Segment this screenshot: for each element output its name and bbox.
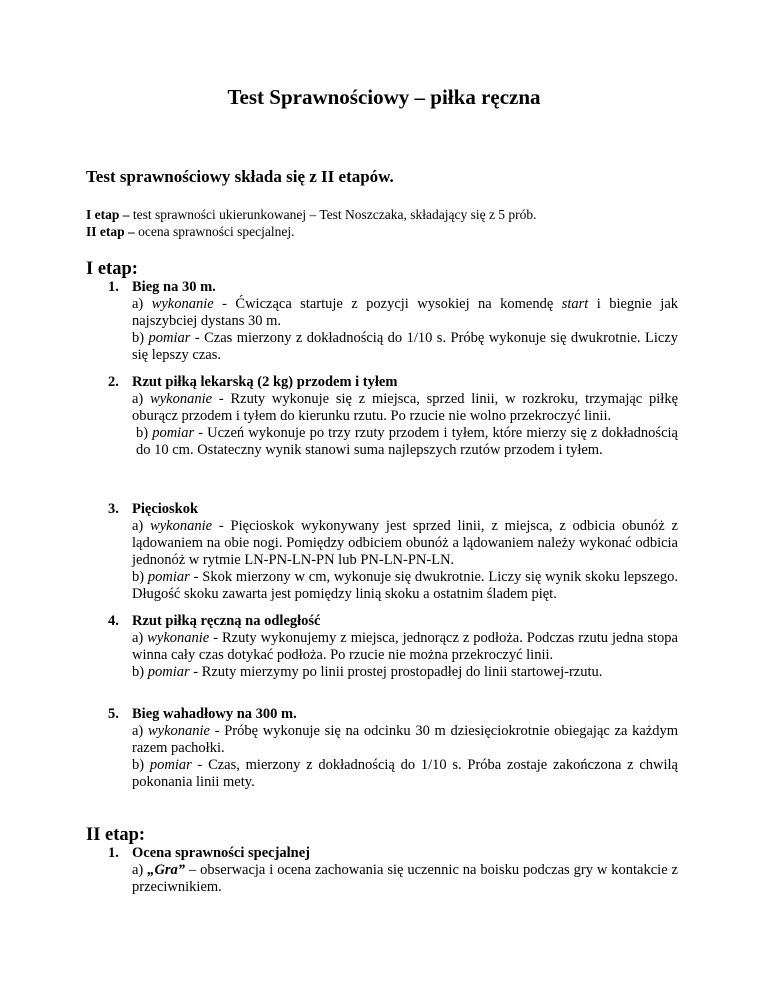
item-body (132, 518, 678, 603)
item-title: Rzut piłką lekarską (2 kg) przodem i tyłem (132, 374, 398, 390)
stage2-heading: II etap: (86, 825, 146, 845)
item-text: - Ćwicząca startuje z pozycji wysokiej na komendę (213, 296, 562, 312)
list-item (108, 279, 678, 364)
intro-label: II etap – (86, 224, 135, 239)
item-term: wykonanie (150, 518, 213, 534)
stage1-heading: I etap: (86, 259, 138, 279)
item-term: pomiar (147, 664, 190, 680)
item-title: Bieg wahadłowy na 300 m. (132, 706, 297, 722)
item-text: - Próbę wykonuje się na odcinku 30 m dziesięciokrotnie obiegając za każdym razem pachołki. (132, 723, 679, 756)
item-label: a) (132, 518, 151, 534)
item-term: „Gra” (147, 862, 186, 878)
item-term: wykonanie (147, 723, 210, 739)
item-measurement (132, 569, 678, 603)
item-body (132, 630, 678, 681)
list-item (108, 706, 678, 791)
item-label: b) (132, 664, 148, 680)
item-title: Ocena sprawności specjalnej (132, 845, 311, 861)
item-term: wykonanie (151, 296, 214, 312)
item-execution (132, 862, 678, 896)
item-measurement (132, 664, 678, 681)
intro (86, 206, 686, 240)
item-text: - Uczeń wykonuje po trzy rzuty przodem i tyłem, które mierzy się z dokładnością do 10 cm. Ostateczny wynik stanowi suma najlepszych rzutów przodem i tyłem. (136, 425, 678, 458)
item-body (132, 862, 678, 896)
item-body (132, 296, 678, 364)
list-item (108, 501, 678, 603)
intro-label: I etap – (86, 207, 130, 222)
item-text: - Rzuty wykonujemy z miejsca, jednorącz z podłoża. Podczas rzutu jedna stopa winna cały czas dotykać podłoża. Po rzucie nie można przekroczyć linii. (132, 630, 678, 663)
item-number: 2. (108, 374, 119, 390)
item-execution (132, 630, 678, 664)
item-measurement (132, 757, 678, 791)
item-measurement (132, 425, 678, 459)
item-title: Bieg na 30 m. (132, 279, 216, 295)
item-execution (132, 296, 678, 330)
item-label: b) (136, 425, 153, 441)
item-label: b) (132, 757, 150, 773)
item-number: 5. (108, 706, 119, 722)
item-text: - Rzuty mierzymy po linii prostej prostopadłej do linii startowej-rzutu. (189, 664, 603, 680)
intro-line (86, 223, 686, 240)
item-number: 1. (108, 279, 119, 295)
item-text: - Skok mierzony w cm, wykonuje się dwukrotnie. Liczy się wynik skoku lepszego. Długość skoku zawarta jest pomiędzy linią skoku a ostatnim śladem pięt. (132, 569, 678, 602)
item-number: 3. (108, 501, 119, 517)
item-text: - Czas mierzony z dokładnością do 1/10 s. Próbę wykonuje się dwukrotnie. Liczy się lepszy czas. (132, 330, 678, 363)
item-term: pomiar (148, 330, 191, 346)
item-title: Pięcioskok (132, 501, 199, 517)
item-label: a) (132, 862, 148, 878)
page-title: Test Sprawnościowy – piłka ręczna (227, 85, 541, 109)
item-text: - Pięcioskok wykonywany jest sprzed linii, z miejsca, z odbicia obunóż z lądowaniem na obie nogi. Pomiędzy odbiciem obunóż a lądowaniem należy wykonać odbicia jednonóż w rytmie LN-PN-LN-PN lub PN-LN-PN-LN. (132, 518, 678, 568)
item-text: i biegnie jak najszybciej dystans 30 m. (132, 296, 679, 329)
list-item (108, 613, 678, 681)
item-execution (132, 391, 678, 425)
item-label: a) (132, 630, 148, 646)
item-measurement (132, 330, 678, 364)
item-number: 4. (108, 613, 119, 629)
list-item (108, 374, 678, 459)
intro-line (86, 206, 686, 223)
item-term: wykonanie (147, 630, 210, 646)
list-item (108, 845, 678, 896)
item-label: b) (132, 330, 149, 346)
item-term: pomiar (149, 757, 192, 773)
item-term: pomiar (147, 569, 190, 585)
item-label: a) (132, 723, 148, 739)
item-body (132, 723, 678, 791)
intro-text: test sprawności ukierunkowanej – Test Noszczaka, składający się z 5 prób. (129, 207, 537, 222)
item-label: a) (132, 296, 152, 312)
item-number: 1. (108, 845, 119, 861)
subtitle: Test sprawnościowy składa się z II etapów. (86, 167, 394, 186)
item-execution (132, 723, 678, 757)
item-term: pomiar (152, 425, 195, 441)
item-text: - Czas, mierzony z dokładnością do 1/10 s. Próba zostaje zakończona z chwilą pokonania linii mety. (132, 757, 678, 790)
item-label: b) (132, 569, 148, 585)
item-emphasis: start (561, 296, 589, 312)
item-body (132, 391, 678, 459)
intro-text: ocena sprawności specjalnej. (134, 224, 295, 239)
item-term: wykonanie (150, 391, 213, 407)
item-text: – obserwacja i ocena zachowania się uczennic na boisku podczas gry w kontakcie z przeciwnikiem. (132, 862, 678, 895)
item-text: - Rzuty wykonuje się z miejsca, sprzed linii, w rozkroku, trzymając piłkę oburącz przodem i tyłem do kierunku rzutu. Po rzucie nie wolno przekroczyć linii. (132, 391, 679, 424)
item-label: a) (132, 391, 151, 407)
item-title: Rzut piłką ręczną na odległość (132, 613, 321, 629)
item-execution (132, 518, 678, 569)
